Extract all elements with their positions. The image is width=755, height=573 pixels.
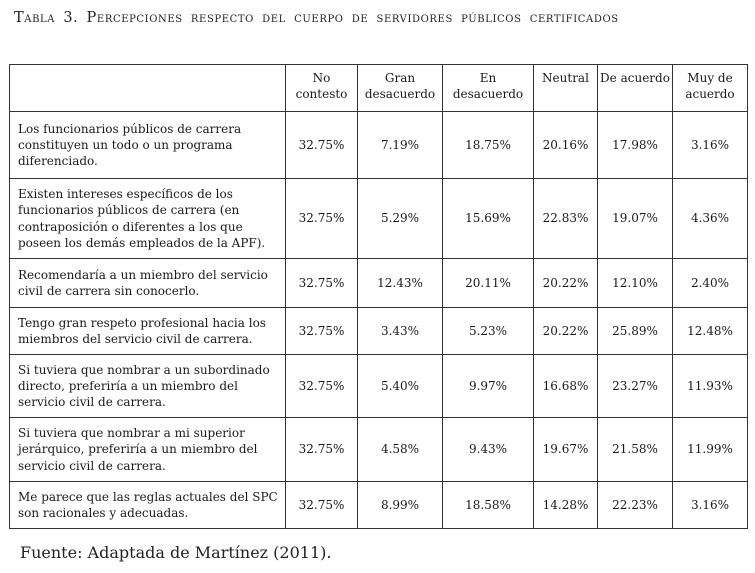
value-cell: 12.48% bbox=[673, 308, 748, 355]
value-cell: 32.75% bbox=[286, 355, 358, 418]
table-container bbox=[9, 64, 747, 529]
value-cell: 8.99% bbox=[358, 482, 443, 529]
value-cell: 21.58% bbox=[598, 418, 673, 482]
row-statement: Existen intereses específicos de los funcionarios públicos de carrera (en contraposición o diferentes a los que poseen los demás empleados de la APF). bbox=[10, 179, 286, 259]
value-cell: 3.16% bbox=[673, 482, 748, 529]
value-cell: 20.22% bbox=[534, 259, 598, 308]
header-en-desacuerdo: En desacuerdo bbox=[443, 65, 534, 112]
value-cell: 22.23% bbox=[598, 482, 673, 529]
header-de-acuerdo: De acuerdo bbox=[598, 65, 673, 112]
value-cell: 15.69% bbox=[443, 179, 534, 259]
value-cell: 16.68% bbox=[534, 355, 598, 418]
value-cell: 32.75% bbox=[286, 259, 358, 308]
value-cell: 19.07% bbox=[598, 179, 673, 259]
value-cell: 18.58% bbox=[443, 482, 534, 529]
value-cell: 20.22% bbox=[534, 308, 598, 355]
header-muy-de-acuerdo: Muy de acuerdo bbox=[673, 65, 748, 112]
value-cell: 20.16% bbox=[534, 112, 598, 179]
value-cell: 23.27% bbox=[598, 355, 673, 418]
value-cell: 18.75% bbox=[443, 112, 534, 179]
value-cell: 11.99% bbox=[673, 418, 748, 482]
value-cell: 32.75% bbox=[286, 179, 358, 259]
value-cell: 5.40% bbox=[358, 355, 443, 418]
value-cell: 4.36% bbox=[673, 179, 748, 259]
header-no-contesto: No contesto bbox=[286, 65, 358, 112]
value-cell: 2.40% bbox=[673, 259, 748, 308]
header-neutral: Neutral bbox=[534, 65, 598, 112]
table-row bbox=[10, 179, 748, 259]
value-cell: 22.83% bbox=[534, 179, 598, 259]
table-row bbox=[10, 482, 748, 529]
row-statement: Si tuviera que nombrar a mi superior jerárquico, preferiría a un miembro del servicio civil de carrera. bbox=[10, 418, 286, 482]
value-cell: 3.43% bbox=[358, 308, 443, 355]
source-note: Fuente: Adaptada de Martínez (2011). bbox=[20, 543, 332, 562]
table-row bbox=[10, 308, 748, 355]
value-cell: 11.93% bbox=[673, 355, 748, 418]
value-cell: 20.11% bbox=[443, 259, 534, 308]
value-cell: 12.10% bbox=[598, 259, 673, 308]
value-cell: 32.75% bbox=[286, 308, 358, 355]
value-cell: 32.75% bbox=[286, 482, 358, 529]
value-cell: 14.28% bbox=[534, 482, 598, 529]
value-cell: 5.23% bbox=[443, 308, 534, 355]
header-gran-desacuerdo: Gran desacuerdo bbox=[358, 65, 443, 112]
header-statement bbox=[10, 65, 286, 112]
value-cell: 7.19% bbox=[358, 112, 443, 179]
table-row bbox=[10, 418, 748, 482]
row-statement: Tengo gran respeto profesional hacia los miembros del servicio civil de carrera. bbox=[10, 308, 286, 355]
row-statement: Me parece que las reglas actuales del SPC son racionales y adecuadas. bbox=[10, 482, 286, 529]
table-row bbox=[10, 259, 748, 308]
value-cell: 19.67% bbox=[534, 418, 598, 482]
perceptions-table bbox=[9, 64, 748, 529]
value-cell: 32.75% bbox=[286, 112, 358, 179]
value-cell: 32.75% bbox=[286, 418, 358, 482]
value-cell: 3.16% bbox=[673, 112, 748, 179]
value-cell: 25.89% bbox=[598, 308, 673, 355]
header-row bbox=[10, 65, 748, 112]
row-statement: Si tuviera que nombrar a un subordinado directo, preferiría a un miembro del servicio civil de carrera. bbox=[10, 355, 286, 418]
value-cell: 17.98% bbox=[598, 112, 673, 179]
row-statement: Los funcionarios públicos de carrera constituyen un todo o un programa diferenciado. bbox=[10, 112, 286, 179]
table-row bbox=[10, 355, 748, 418]
value-cell: 12.43% bbox=[358, 259, 443, 308]
row-statement: Recomendaría a un miembro del servicio civil de carrera sin conocerlo. bbox=[10, 259, 286, 308]
value-cell: 4.58% bbox=[358, 418, 443, 482]
value-cell: 5.29% bbox=[358, 179, 443, 259]
value-cell: 9.97% bbox=[443, 355, 534, 418]
value-cell: 9.43% bbox=[443, 418, 534, 482]
table-row bbox=[10, 112, 748, 179]
table-caption: Tabla 3. Percepciones respecto del cuerpo de servidores públicos certificados bbox=[14, 10, 619, 26]
